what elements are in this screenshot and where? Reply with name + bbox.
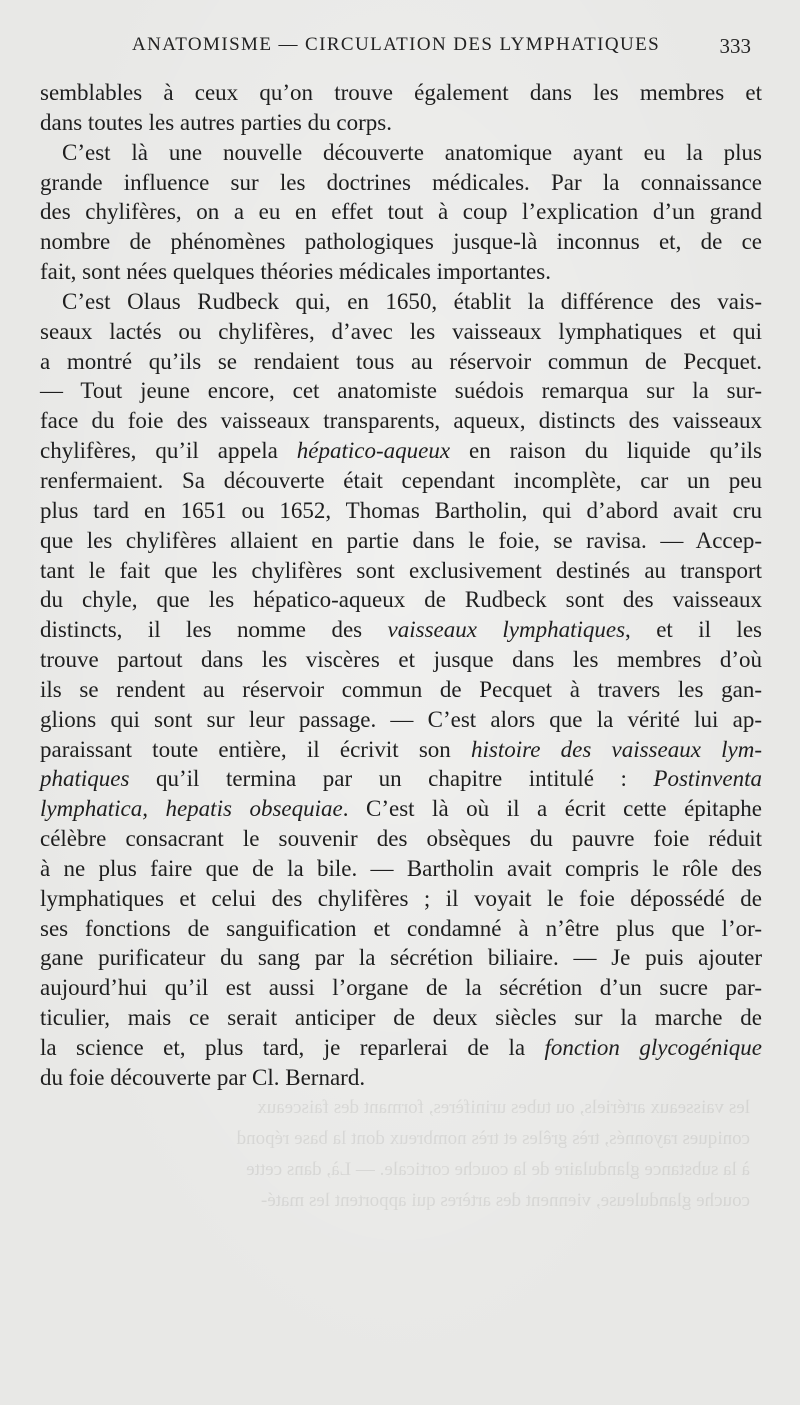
text-line: trouve partout dans les viscères et jusque dans les membres d’où (40, 647, 762, 673)
text-line: a montré qu’ils se rendaient tous au réservoir commun de Pecquet. (40, 348, 762, 374)
text-line: lymphatiques et celui des chylifères ; il voyait le foie dépossédé de (40, 885, 762, 911)
bleed-line: les vaisseaux artériels, ou tubes urinifères, formant des faisceaux (257, 1097, 750, 1118)
text-line: du foie découverte par Cl. Bernard. (40, 1064, 366, 1090)
text-line: seaux lactés ou chylifères, d’avec les vaisseaux lymphatiques et qui (40, 318, 762, 344)
text-line: renfermaient. Sa découverte était cependant incomplète, car un peu (40, 467, 762, 493)
running-title: ANATOMISME — CIRCULATION DES LYMPHATIQUES (132, 34, 661, 55)
text-run: paraissant toute entière, il écrivit son (40, 736, 471, 762)
text-line: à ne plus faire que de la bile. — Bartholin avait compris le rôle des (40, 855, 762, 881)
italic-title: phatiques (40, 766, 130, 792)
bleed-line: à la substance glandulaire de la couche corticale. — Là, dans cette (246, 1159, 750, 1180)
italic-title: histoire des vaisseaux lym- (471, 736, 762, 762)
italic-title: lymphatica, hepatis obsequiae (40, 796, 343, 822)
text-line: gane purificateur du sang par la sécrétion biliaire. — Je puis ajouter (40, 945, 762, 971)
text-line: ses fonctions de sanguification et condamné à n’être plus que l’or- (40, 915, 762, 941)
text-line: ils se rendent au réservoir commun de Pecquet à travers les gan- (40, 676, 762, 702)
running-head (40, 34, 755, 64)
text-line (40, 615, 762, 645)
text-line: — Tout jeune encore, cet anatomiste suédois remarqua sur la sur- (40, 378, 762, 404)
text-line: des chylifères, on a eu en effet tout à coup l’explication d’un grand (40, 199, 762, 225)
italic-term: vaisseaux lymphatiques (387, 617, 626, 643)
text-line (40, 735, 762, 765)
text-run: distincts, il les nomme des (40, 617, 388, 643)
italic-term: hépatico-aqueux (296, 438, 451, 464)
text-line: C’est Olaus Rudbeck qui, en 1650, établit la différence des vais- (62, 288, 762, 314)
text-line: dans toutes les autres parties du corps. (40, 109, 392, 135)
text-line (40, 794, 762, 824)
text-line: tant le fait que les chylifères sont exclusivement destinés au transport (40, 557, 762, 583)
text-line: du chyle, que les hépatico-aqueux de Rudbeck sont des vaisseaux (40, 587, 762, 613)
text-line: nombre de phénomènes pathologiques jusque-là inconnus et, de ce (40, 229, 762, 255)
italic-term: fonction glycogénique (544, 1035, 762, 1060)
page-number: 333 (719, 34, 751, 58)
text-run: . C’est là où il a écrit cette épitaphe (342, 796, 762, 822)
text-line: fait, sont nées quelques théories médicales importantes. (40, 259, 551, 285)
text-line (40, 436, 762, 466)
text-run: en raison du liquide qu’ils (450, 438, 762, 464)
text-run: la science et, plus tard, je reparlerai de la (40, 1035, 545, 1060)
text-line: face du foie des vaisseaux transparents, aqueux, distincts des vaisseaux (40, 408, 762, 434)
text-line: ticulier, mais ce serait anticiper de deux siècles sur la marche de (40, 1005, 762, 1031)
text-line: glions qui sont sur leur passage. — C’est alors que la vérité lui ap- (40, 706, 762, 732)
italic-title: Postinventa (653, 766, 762, 792)
bleed-line: coniques rayonnés, très grêles et très nombreux dont la base répond (236, 1128, 750, 1149)
text-line: plus tard en 1651 ou 1652, Thomas Bartholin, qui d’abord avait cru (40, 497, 762, 523)
text-line: semblables à ceux qu’on trouve également dans les membres et (40, 80, 762, 105)
text-run: chylifères, qu’il appela (40, 438, 297, 464)
text-line: aujourd’hui qu’il est aussi l’organe de la sécrétion d’un sucre par- (40, 975, 762, 1001)
text-line: que les chylifères allaient en partie dans le foie, se ravisa. — Accep- (40, 527, 762, 553)
text-line (40, 1033, 762, 1063)
text-line: C’est là une nouvelle découverte anatomique ayant eu la plus (62, 139, 762, 165)
text-line: grande influence sur les doctrines médicales. Par la connaissance (40, 169, 762, 195)
text-run: , et il les (625, 617, 762, 643)
text-line: célèbre consacrant le souvenir des obsèques du pauvre foie réduit (40, 826, 762, 852)
bleed-line: couche glanduleuse, viennent des artères qui apportent les maté- (260, 1190, 750, 1211)
bleed-through-text (50, 1092, 750, 1216)
text-run: qu’il termina par un chapitre intitulé : (129, 766, 654, 792)
body-text (40, 78, 762, 1093)
text-line (40, 764, 762, 794)
